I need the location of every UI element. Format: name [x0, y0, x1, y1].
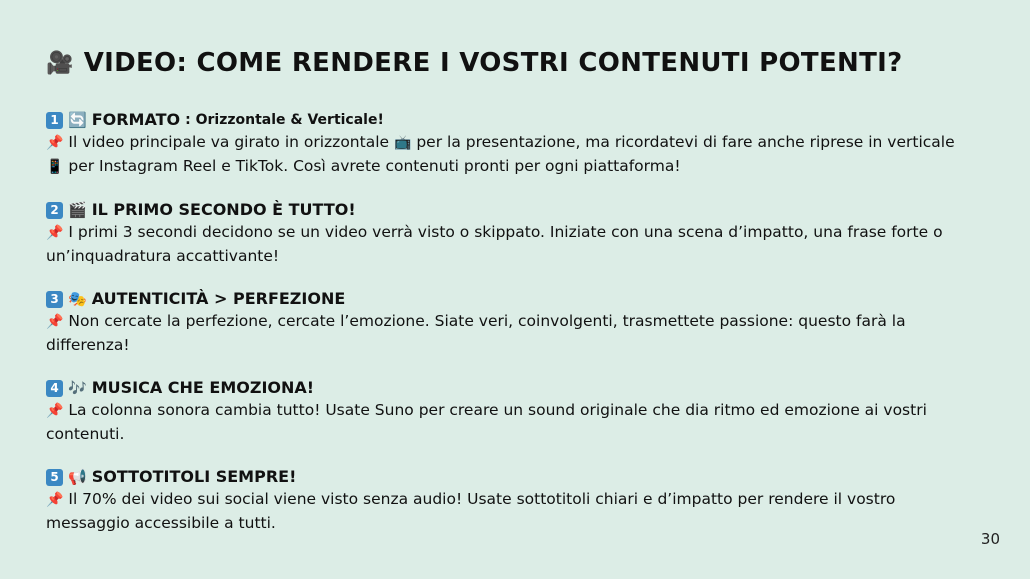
heading-text: AUTENTICITÀ > PERFEZIONE [91, 289, 346, 308]
section-body [46, 310, 976, 356]
heading-text: MUSICA CHE EMOZIONA! [91, 378, 315, 397]
section-formato [46, 110, 976, 178]
section-heading [46, 289, 976, 309]
body-text: Non cercate la perfezione, cercate l’emozione. Siate veri, coinvolgenti, trasmettete passione: questo farà la differenza! [46, 312, 906, 354]
heading-text: FORMATO [91, 110, 181, 129]
heading-text: SOTTOTITOLI SEMPRE! [91, 467, 297, 486]
heading-subtext: : Orizzontale & Verticale! [185, 112, 384, 128]
number-badge: 1 [46, 112, 63, 129]
number-badge: 3 [46, 291, 63, 308]
pushpin-icon: 📌 [46, 135, 64, 151]
section-heading [46, 200, 976, 220]
arrows-cycle-icon: 🔄 [68, 111, 87, 129]
section-heading [46, 110, 976, 130]
slide-title-text: VIDEO: COME RENDERE I VOSTRI CONTENUTI POTENTI? [83, 48, 903, 78]
number-badge: 5 [46, 469, 63, 486]
clapper-board-icon: 🎬 [68, 201, 87, 219]
section-body [46, 221, 976, 267]
section-sottotitoli [46, 467, 976, 534]
mobile-phone-icon: 📱 [46, 158, 64, 175]
movie-camera-icon: 🎥 [46, 50, 74, 76]
body-text: Il 70% dei video sui social viene visto senza audio! Usate sottotitoli chiari e d’impatto per rendere il vostro messaggio accessibile a tutti. [46, 490, 896, 532]
section-musica [46, 378, 976, 445]
slide-title [46, 48, 902, 78]
theater-masks-icon: 🎭 [68, 290, 87, 308]
section-heading [46, 467, 976, 487]
body-text: per la presentazione, ma ricordatevi di fare anche riprese in verticale [411, 133, 955, 151]
television-icon: 📺 [393, 135, 412, 151]
megaphone-icon: 📢 [68, 468, 87, 486]
section-autenticita [46, 289, 976, 356]
pushpin-icon: 📌 [46, 314, 64, 330]
section-body [46, 399, 976, 445]
body-text: La colonna sonora cambia tutto! Usate Suno per creare un sound originale che dia ritmo ed emozione ai vostri contenuti. [46, 401, 927, 443]
heading-text: IL PRIMO SECONDO È TUTTO! [91, 200, 356, 219]
number-badge: 4 [46, 380, 63, 397]
pushpin-icon: 📌 [46, 225, 64, 241]
section-body [46, 488, 976, 534]
section-primo-secondo [46, 200, 976, 267]
section-heading [46, 378, 976, 398]
body-text: per Instagram Reel e TikTok. Così avrete contenuti pronti per ogni piattaforma! [63, 156, 681, 175]
body-text: Il video principale va girato in orizzontale [68, 133, 394, 151]
pushpin-icon: 📌 [46, 492, 64, 508]
body-text: I primi 3 secondi decidono se un video verrà visto o skippato. Iniziate con una scena d’impatto, una frase forte o un’inquadratura accattivante! [46, 223, 943, 265]
number-badge: 2 [46, 202, 63, 219]
musical-notes-icon: 🎶 [68, 379, 87, 397]
pushpin-icon: 📌 [46, 403, 64, 419]
section-body [46, 131, 976, 178]
page-number: 30 [980, 530, 1000, 548]
